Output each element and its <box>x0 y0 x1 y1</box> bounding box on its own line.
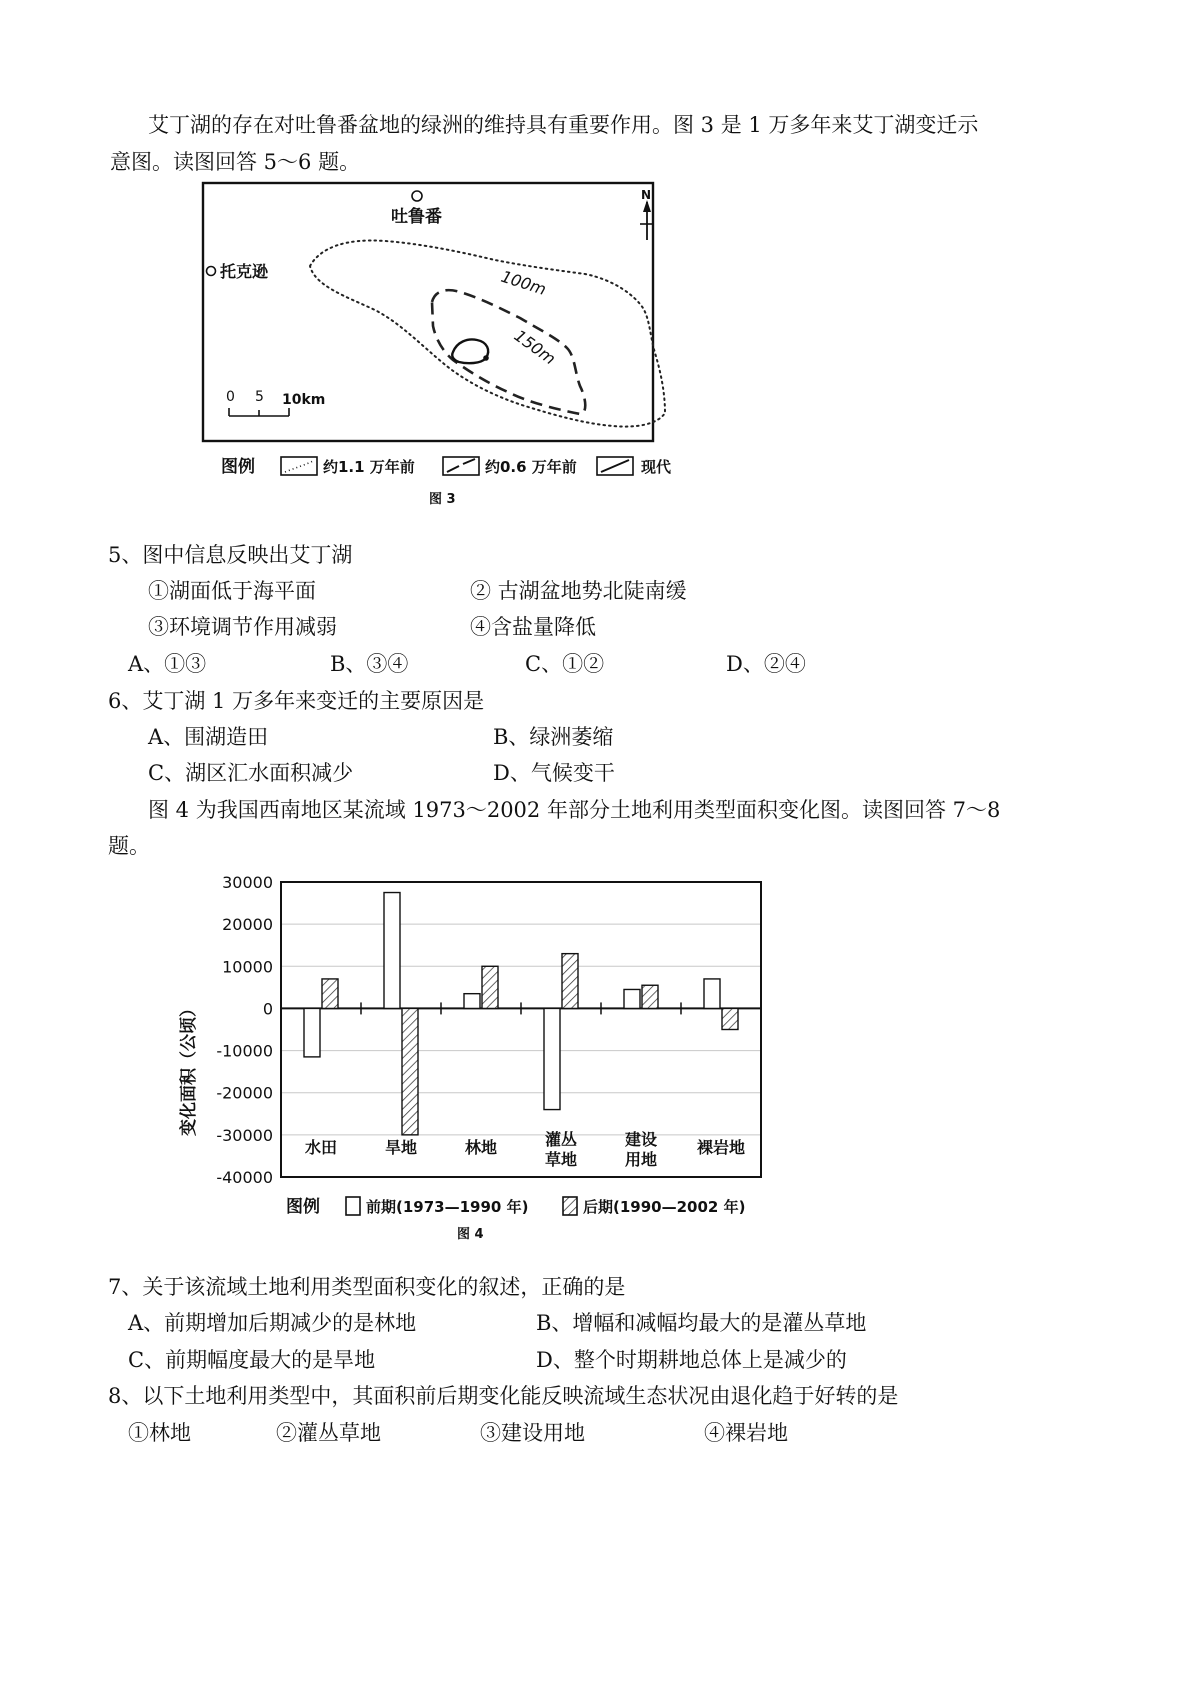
q8-option-3[interactable]: ③建设用地 <box>480 1421 585 1445</box>
q5-option-d[interactable]: D、②④ <box>726 652 806 676</box>
q7-option-d[interactable]: D、整个时期耕地总体上是减少的 <box>536 1348 847 1372</box>
legend-swatch-modern <box>597 457 633 475</box>
chart-ylabel: 变化面积（公顷） <box>179 1000 199 1136</box>
scale-label-10: 10km <box>282 392 326 408</box>
category-label: 林地 <box>464 1138 498 1157</box>
q5-statement-2: ② 古湖盆地势北陡南缓 <box>470 579 687 603</box>
q5-statement-3: ③环境调节作用减弱 <box>148 615 337 639</box>
city-label-turpan: 吐鲁番 <box>391 207 442 227</box>
category-label: 建设 <box>624 1130 658 1149</box>
q5-option-c[interactable]: C、①② <box>525 652 605 676</box>
city-marker-tokxun <box>207 267 216 276</box>
bar-front-period <box>704 979 720 1009</box>
q6-option-c[interactable]: C、湖区汇水面积减少 <box>148 761 354 785</box>
scale-bar <box>229 408 289 416</box>
category-label: 旱地 <box>384 1138 418 1157</box>
intro-line-1: 艾丁湖的存在对吐鲁番盆地的绿洲的维持具有重要作用。图 3 是 1 万多年来艾丁湖变迁示 <box>148 113 979 137</box>
bar-front-period <box>304 1008 320 1056</box>
legend-swatch-11ka <box>281 457 317 475</box>
intro2-line-2: 题。 <box>108 834 150 858</box>
q5-statement-4: ④含盐量降低 <box>470 615 596 639</box>
q8-option-1[interactable]: ①林地 <box>128 1421 191 1445</box>
q6-stem: 6、艾丁湖 1 万多年来变迁的主要原因是 <box>108 689 485 713</box>
q7-option-c[interactable]: C、前期幅度最大的是旱地 <box>128 1348 376 1372</box>
land-use-bar-chart <box>170 866 780 1246</box>
bar-back-period <box>562 954 578 1009</box>
bar-back-period <box>722 1008 738 1029</box>
q8-option-4[interactable]: ④裸岩地 <box>704 1421 788 1445</box>
lake-outline-modern <box>452 340 488 364</box>
intro-line-2: 意图。读图回答 5～6 题。 <box>110 150 361 174</box>
q6-option-a[interactable]: A、围湖造田 <box>148 725 269 749</box>
map-legend-11ka: 约1.1 万年前 <box>323 458 415 476</box>
bar-back-period <box>322 979 338 1009</box>
y-tick-label: 20000 <box>222 915 273 935</box>
q7-option-a[interactable]: A、前期增加后期减少的是林地 <box>128 1311 417 1335</box>
bar-front-period <box>464 994 480 1009</box>
lake-outline-11ka <box>310 240 665 426</box>
category-label: 草地 <box>544 1150 578 1169</box>
bar-back-period <box>642 985 658 1008</box>
chart-plot-frame <box>281 882 761 1177</box>
legend-swatch-back <box>563 1197 577 1215</box>
north-label: N <box>641 188 652 202</box>
q5-statement-1: ①湖面低于海平面 <box>148 579 316 603</box>
y-tick-label: -20000 <box>216 1083 273 1103</box>
q5-stem: 5、图中信息反映出艾丁湖 <box>108 543 353 567</box>
map-legend-title: 图例 <box>221 457 255 477</box>
legend-swatch-06ka <box>443 457 479 475</box>
q7-option-b[interactable]: B、增幅和减幅均最大的是灌丛草地 <box>536 1311 867 1335</box>
chart-legend-back: 后期(1990—2002 年) <box>583 1198 746 1216</box>
bar-back-period <box>482 966 498 1008</box>
y-tick-label: -30000 <box>216 1125 273 1145</box>
q5-option-a[interactable]: A、①③ <box>128 652 207 676</box>
category-label: 用地 <box>624 1150 658 1169</box>
q6-option-b[interactable]: B、绿洲萎缩 <box>493 725 614 749</box>
q8-stem: 8、以下土地利用类型中，其面积前后期变化能反映流域生态状况由退化趋于好转的是 <box>108 1384 899 1408</box>
y-tick-label: 0 <box>262 999 273 1019</box>
q8-option-2[interactable]: ②灌丛草地 <box>276 1421 381 1445</box>
y-tick-label: 10000 <box>222 957 273 977</box>
category-label: 灌丛 <box>544 1130 578 1149</box>
y-tick-label: 30000 <box>222 873 273 892</box>
chart-caption: 图 4 <box>457 1227 484 1242</box>
y-tick-label: -40000 <box>216 1168 273 1187</box>
bar-front-period <box>624 989 640 1008</box>
city-label-tokxun: 托克逊 <box>220 262 269 281</box>
bar-front-period <box>384 893 400 1009</box>
city-marker-turpan <box>412 191 422 201</box>
map-legend-06ka: 约0.6 万年前 <box>485 458 577 476</box>
scale-label-0: 0 <box>226 389 235 405</box>
intro2-line-1: 图 4 为我国西南地区某流域 1973～2002 年部分土地利用类型面积变化图。读图回答 7～8 <box>148 798 1001 822</box>
bar-back-period <box>402 1008 418 1134</box>
map-legend-modern: 现代 <box>641 458 672 476</box>
q6-option-d[interactable]: D、气候变干 <box>493 761 615 785</box>
legend-swatch-front <box>346 1197 360 1215</box>
lake-map-figure <box>195 178 695 518</box>
contour-label-100m: 100m <box>498 266 549 300</box>
category-label: 水田 <box>304 1138 338 1157</box>
y-tick-label: -10000 <box>216 1041 273 1061</box>
chart-legend-front: 前期(1973—1990 年) <box>366 1198 529 1216</box>
contour-label-150m: 150m <box>510 325 560 369</box>
category-label: 裸岩地 <box>696 1138 746 1157</box>
scale-label-5: 5 <box>255 389 264 405</box>
bar-front-period <box>544 1008 560 1109</box>
q7-stem: 7、关于该流域土地利用类型面积变化的叙述，正确的是 <box>108 1275 626 1299</box>
map-caption: 图 3 <box>429 492 456 507</box>
chart-legend-title: 图例 <box>286 1197 320 1217</box>
q5-option-b[interactable]: B、③④ <box>330 652 409 676</box>
